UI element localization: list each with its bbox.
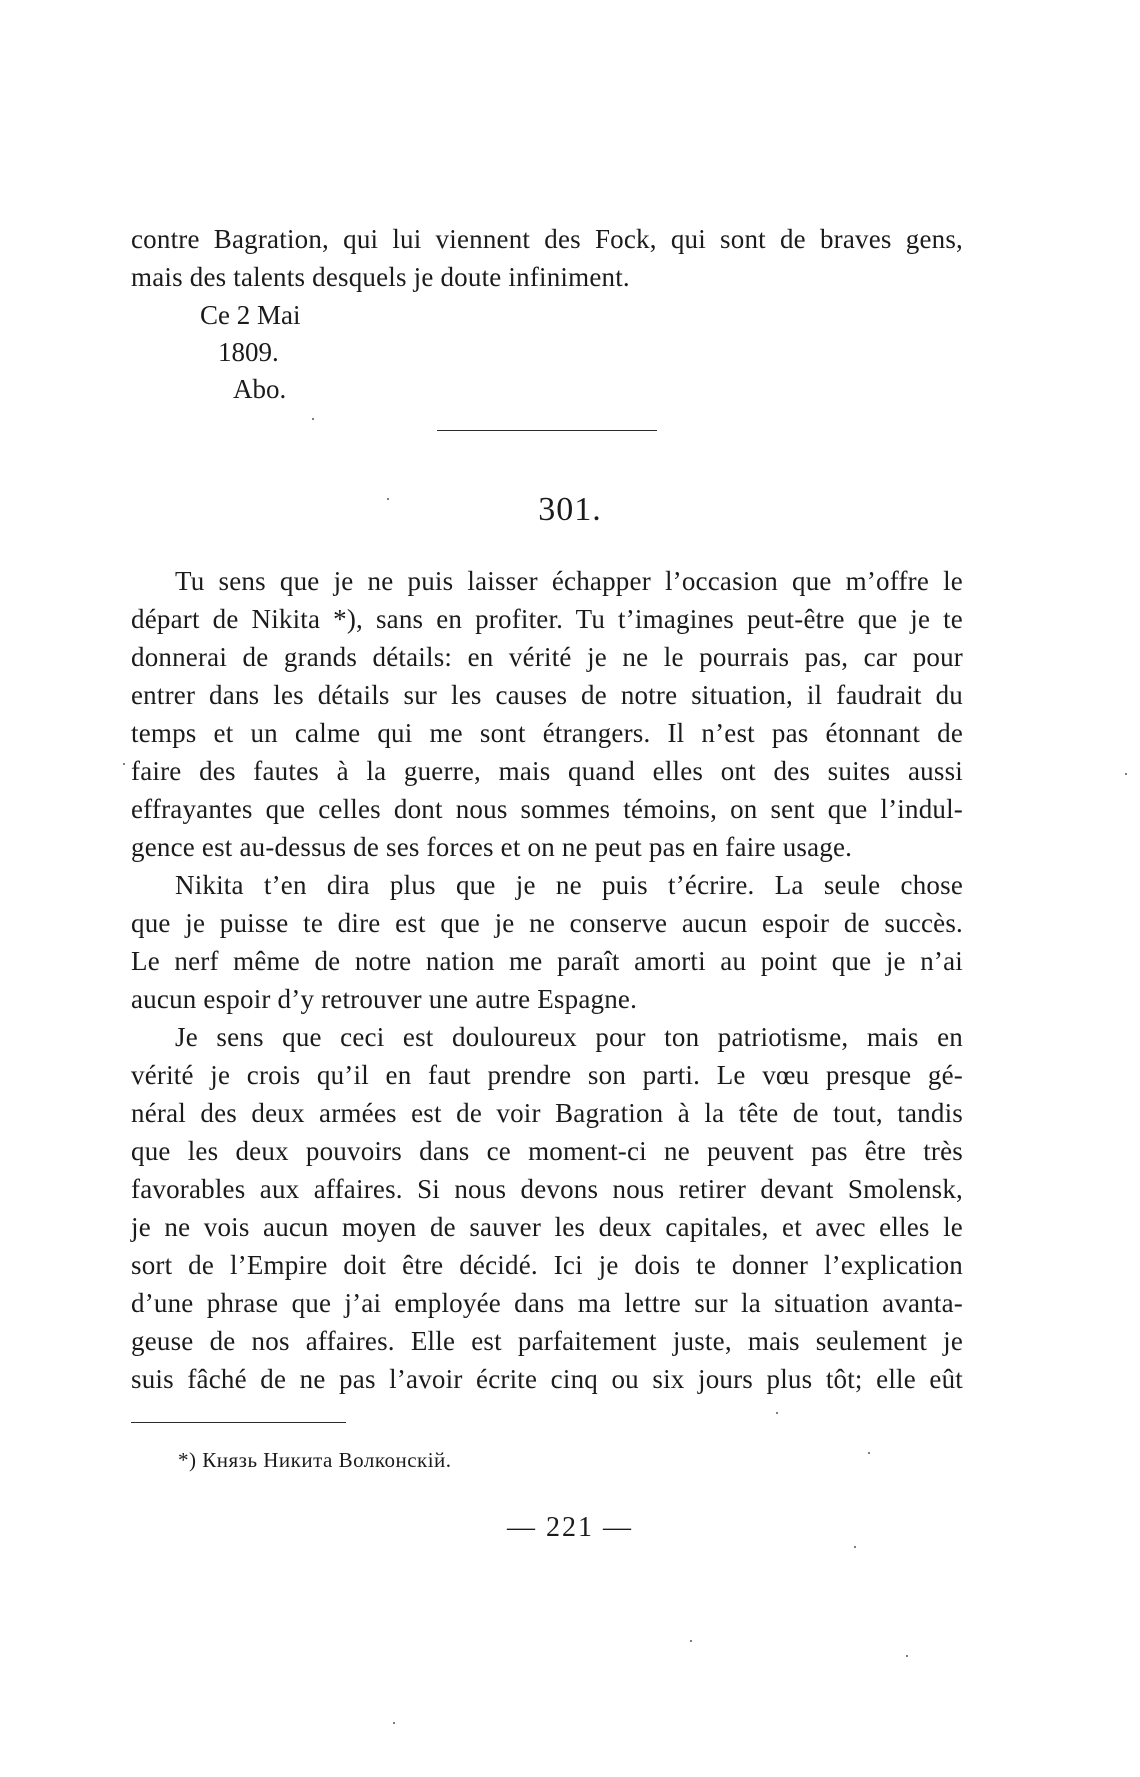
footnote: *) Князь Никита Волконскій.: [178, 1448, 452, 1472]
body-line: je ne vois aucun moyen de sauver les deux capitales, et avec elles le: [131, 1212, 963, 1242]
scan-speck: [854, 1546, 856, 1548]
body-line: d’une phrase que j’ai employée dans ma lettre sur la situation avanta-: [131, 1288, 963, 1318]
body-line: favorables aux affaires. Si nous devons nous retirer devant Smolensk,: [131, 1174, 963, 1204]
body-line: mais des talents desquels je doute infiniment.: [131, 262, 630, 292]
date-year: 1809.: [218, 337, 279, 367]
scan-speck: [1125, 773, 1127, 775]
scan-speck: [312, 418, 314, 420]
date-place: Abo.: [233, 374, 287, 404]
body-line: aucun espoir d’y retrouver une autre Espagne.: [131, 984, 638, 1014]
scan-speck: [906, 1655, 908, 1657]
body-line: Nikita t’en dira plus que je ne puis t’écrire. La seule chose: [175, 870, 963, 900]
body-line: que les deux pouvoirs dans ce moment-ci ne peuvent pas être très: [131, 1136, 963, 1166]
body-line: Tu sens que je ne puis laisser échapper l’occasion que m’offre le: [175, 566, 963, 596]
body-line: geuse de nos affaires. Elle est parfaitement juste, mais seulement je: [131, 1326, 963, 1356]
scan-speck: [387, 498, 389, 500]
body-line: suis fâché de ne pas l’avoir écrite cinq ou six jours plus tôt; elle eût: [131, 1364, 963, 1394]
body-line: départ de Nikita *), sans en profiter. Tu t’imagines peut-être que je te: [131, 604, 963, 634]
body-line: Le nerf même de notre nation me paraît amorti au point que je n’ai: [131, 946, 963, 976]
date-day: Ce 2 Mai: [200, 300, 301, 330]
body-line: entrer dans les détails sur les causes de notre situation, il faudrait du: [131, 680, 963, 710]
body-line: Je sens que ceci est douloureux pour ton patriotisme, mais en: [175, 1022, 963, 1052]
body-line: faire des fautes à la guerre, mais quand elles ont des suites aussi: [131, 756, 963, 786]
scan-speck: [393, 1722, 395, 1724]
section-divider: [437, 430, 657, 431]
scan-speck: [123, 763, 125, 765]
body-line: néral des deux armées est de voir Bagration à la tête de tout, tandis: [131, 1098, 963, 1128]
body-line: temps et un calme qui me sont étrangers. Il n’est pas étonnant de: [131, 718, 963, 748]
body-line: donnerai de grands détails: en vérité je ne le pourrais pas, car pour: [131, 642, 963, 672]
body-line: contre Bagration, qui lui viennent des Fock, qui sont de braves gens,: [131, 224, 963, 254]
footnote-rule: [131, 1422, 346, 1423]
letter-number: 301.: [538, 491, 602, 528]
body-line: que je puisse te dire est que je ne conserve aucun espoir de succès.: [131, 908, 963, 938]
body-line: effrayantes que celles dont nous sommes témoins, on sent que l’indul-: [131, 794, 963, 824]
body-line: gence est au-dessus de ses forces et on ne peut pas en faire usage.: [131, 832, 853, 862]
scan-speck: [776, 1412, 778, 1414]
body-line: vérité je crois qu’il en faut prendre son parti. Le vœu presque gé-: [131, 1060, 963, 1090]
body-line: sort de l’Empire doit être décidé. Ici je dois te donner l’explication: [131, 1250, 963, 1280]
page-number: — 221 —: [507, 1512, 633, 1543]
scan-speck: [690, 1640, 692, 1642]
scan-speck: [868, 1452, 870, 1454]
